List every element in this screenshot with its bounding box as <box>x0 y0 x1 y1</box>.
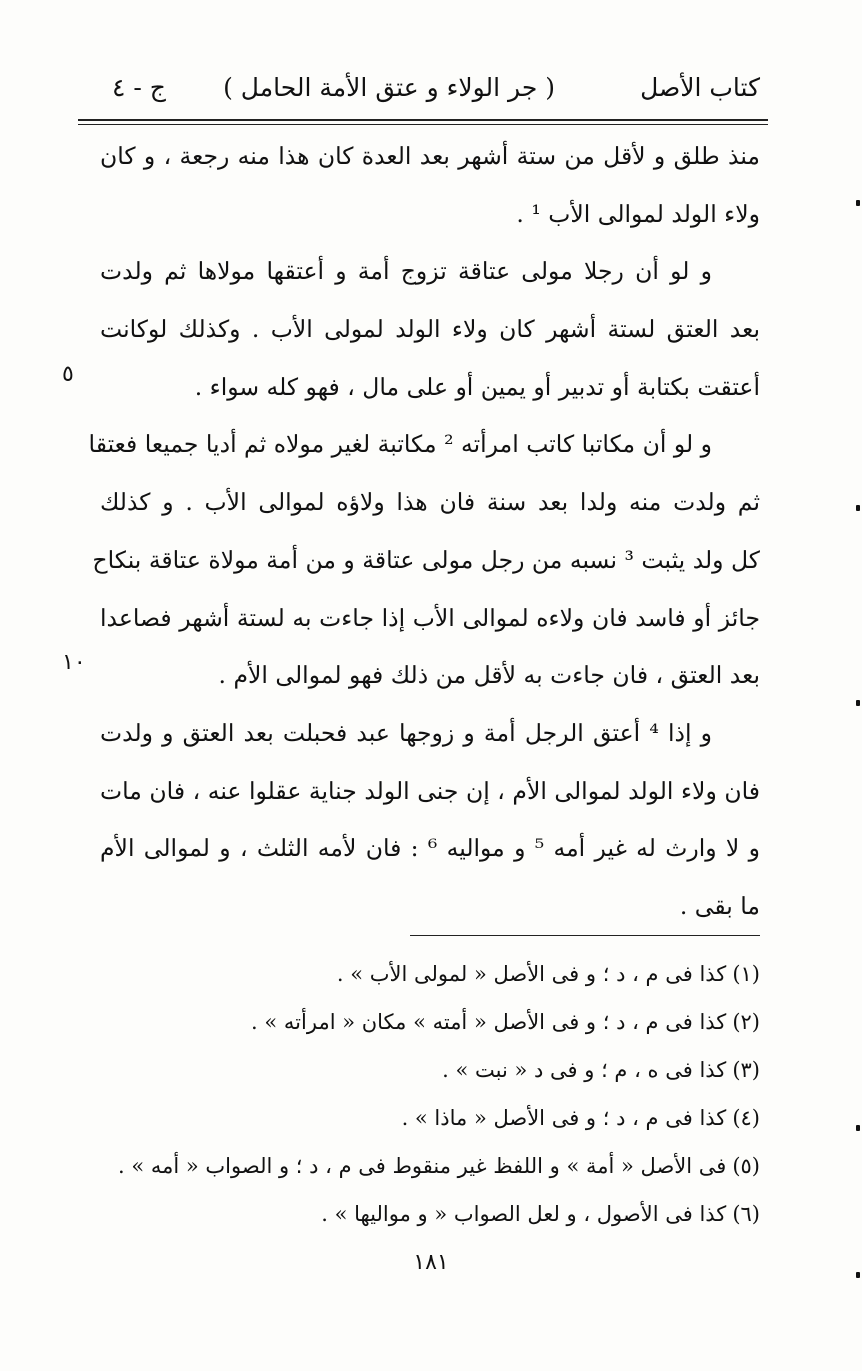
text-line: أعتقت بكتابة أو تدبير أو يمين أو على مال ، فهو كله سواء . <box>194 372 760 401</box>
footnotes <box>100 950 760 1238</box>
footnote-number: (٢) <box>732 1010 760 1034</box>
page-number: ١٨١ <box>413 1250 449 1275</box>
section-title: ( جر الولاء و عتق الأمة الحامل ) <box>223 73 555 102</box>
text-line: و إذا ⁴ أعتق الرجل أمة و زوجها عبد فحبلت بعد العتق و ولدت <box>100 718 712 747</box>
footnote-number: (١) <box>732 962 760 986</box>
scan-speck <box>856 200 860 206</box>
text-line: منذ طلق و لأقل من ستة أشهر بعد العدة كان هذا منه رجعة ، و كان <box>100 142 760 170</box>
footnote <box>100 1094 760 1142</box>
text-line: بعد العتق لستة أشهر كان ولاء الولد لمولى الأب . وكذلك لوكانت <box>100 315 760 344</box>
scan-speck <box>856 1272 860 1278</box>
footnote <box>100 950 760 998</box>
text-line: فان ولاء الولد لموالى الأم ، إن جنى الولد جناية عقلوا عنه ، فان مات <box>100 776 760 805</box>
text-line: و لو أن رجلا مولى عتاقة تزوج أمة و أعتقها مولاها ثم ولدت <box>100 257 712 286</box>
text-line: كل ولد يثبت ³ نسبه من رجل مولى عتاقة و من أمة مولاة عتاقة بنكاح <box>92 545 760 574</box>
text-line: و لا وارث له غير أمه ⁵ و مواليه ⁶ : فان لأمه الثلث ، و لموالى الأم <box>100 834 760 863</box>
text-line: بعد العتق ، فان جاءت به لأقل من ذلك فهو لموالى الأم . <box>218 661 760 690</box>
text-line: و لو أن مكاتبا كاتب امرأته ² مكاتبة لغير مولاه ثم أديا جميعا فعتقا <box>88 430 712 459</box>
footnote-text: فى الأصل « أمة » و اللفظ غير منقوط فى م ، د ؛ و الصواب « أمه » . <box>117 1154 727 1178</box>
text-line: ما بقى . <box>679 891 760 920</box>
footnote-text: كذا فى ه ، م ؛ و فى د « نبت » . <box>442 1058 727 1082</box>
running-header <box>100 66 760 110</box>
scan-speck <box>856 1125 860 1131</box>
footnote <box>100 1142 760 1190</box>
footnote <box>100 998 760 1046</box>
footnote <box>100 1046 760 1094</box>
text-line: ولاء الولد لموالى الأب ¹ . <box>516 199 760 228</box>
footnote-text: كذا فى م ، د ؛ و فى الأصل « لمولى الأب » . <box>336 962 727 986</box>
main-text <box>88 128 760 936</box>
header-rule-thin <box>78 124 768 125</box>
footnote-separator <box>410 935 760 936</box>
footnote-number: (٦) <box>732 1202 760 1226</box>
footnote-text: كذا فى الأصول ، و لعل الصواب « و مواليها » . <box>321 1202 727 1226</box>
footnote <box>100 1190 760 1238</box>
header-rule-thick <box>78 119 768 121</box>
line-number-5: ٥ <box>62 362 74 387</box>
scan-speck <box>856 505 860 511</box>
text-line: جائز أو فاسد فان ولاءه لموالى الأب إذا جاءت به لستة أشهر فصاعدا <box>100 603 760 632</box>
volume-number: ج - ٤ <box>112 73 166 102</box>
text-line: ثم ولدت منه ولدا بعد سنة فان هذا ولاؤه لموالى الأب . و كذلك <box>100 488 760 517</box>
scan-speck <box>856 700 860 706</box>
book-title: كتاب الأصل <box>640 73 760 102</box>
footnote-text: كذا فى م ، د ؛ و فى الأصل « ماذا » . <box>401 1106 727 1130</box>
footnote-text: كذا فى م ، د ؛ و فى الأصل « أمته » مكان « امرأته » . <box>251 1010 727 1034</box>
footnote-number: (٣) <box>732 1058 760 1082</box>
footnote-number: (٥) <box>732 1154 760 1178</box>
footnote-number: (٤) <box>732 1106 760 1130</box>
line-number-10: ١٠ <box>62 650 86 675</box>
